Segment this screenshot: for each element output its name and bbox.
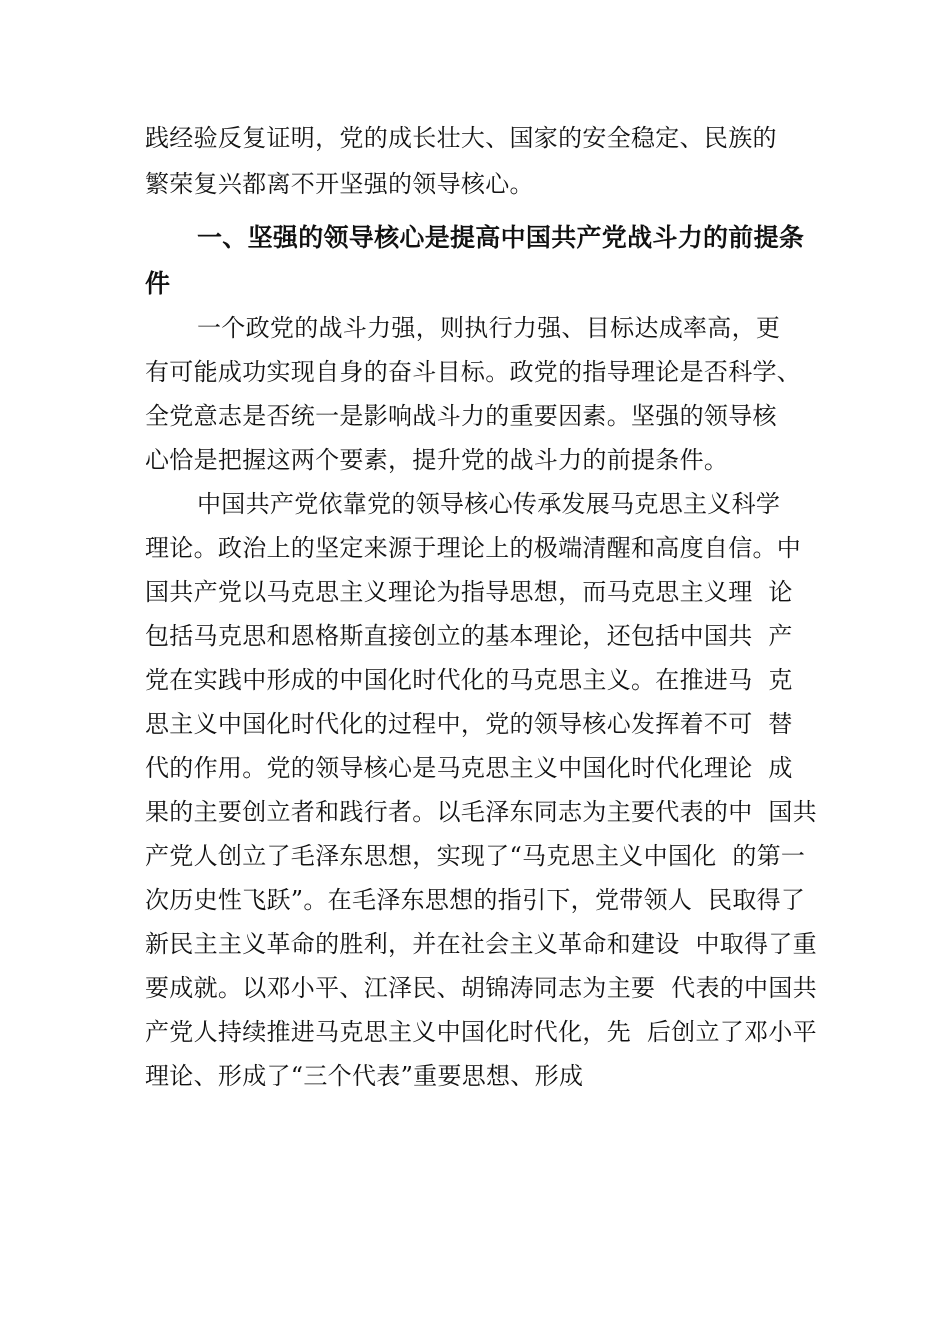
section-heading-line-1: 一、坚强的领导核心是提高中国共产党战斗力的前提条 [197,223,805,252]
paragraph1-line-3: 全党意志是否统一是影响战斗力的重要因素。坚强的领导核 [145,402,777,430]
paragraph2-line-14: 理论、形成了“三个代表”重要思想、形成 [145,1062,584,1090]
intro-line-1: 践经验反复证明，党的成长壮大、国家的安全稳定、民族的 [145,124,777,152]
paragraph2-line-9: 产党人创立了毛泽东思想，实现了“马克思主义中国化 的第一 [145,842,806,870]
paragraph2-line-12: 要成就。以邓小平、江泽民、胡锦涛同志为主要 代表的中国共 [145,974,817,1002]
paragraph1-line-1: 一个政党的战斗力强，则执行力强、目标达成率高，更 [197,314,781,342]
paragraph2-line-6: 思主义中国化时代化的过程中，党的领导核心发挥着不可 替 [145,710,793,738]
paragraph2-line-4: 包括马克思和恩格斯直接创立的基本理论，还包括中国共 产 [145,622,793,650]
paragraph2-line-5: 党在实践中形成的中国化时代化的马克思主义。在推进马 克 [145,666,793,694]
paragraph2-line-11: 新民主主义革命的胜利，并在社会主义革命和建设 中取得了重 [145,930,817,958]
paragraph1-line-2: 有可能成功实现自身的奋斗目标。政党的指导理论是否科学、 [145,358,802,386]
paragraph2-line-3: 国共产党以马克思主义理论为指导思想，而马克思主义理 论 [145,578,793,606]
paragraph2-line-7: 代的作用。党的领导核心是马克思主义中国化时代化理论 成 [145,754,793,782]
paragraph2-line-10: 次历史性飞跃”。在毛泽东思想的指引下，党带领人 民取得了 [145,886,806,914]
intro-line-2: 繁荣复兴都离不开坚强的领导核心。 [145,170,534,198]
paragraph2-line-8: 果的主要创立者和践行者。以毛泽东同志为主要代表的中 国共 [145,798,817,826]
paragraph2-line-13: 产党人持续推进马克思主义中国化时代化，先 后创立了邓小平 [145,1018,817,1046]
paragraph1-line-4: 心恰是把握这两个要素，提升党的战斗力的前提条件。 [145,446,729,474]
paragraph2-line-2: 理论。政治上的坚定来源于理论上的极端清醒和高度自信。中 [145,534,802,562]
paragraph2-line-1: 中国共产党依靠党的领导核心传承发展马克思主义科学 [197,490,781,518]
section-heading-line-2: 件 [145,269,171,298]
